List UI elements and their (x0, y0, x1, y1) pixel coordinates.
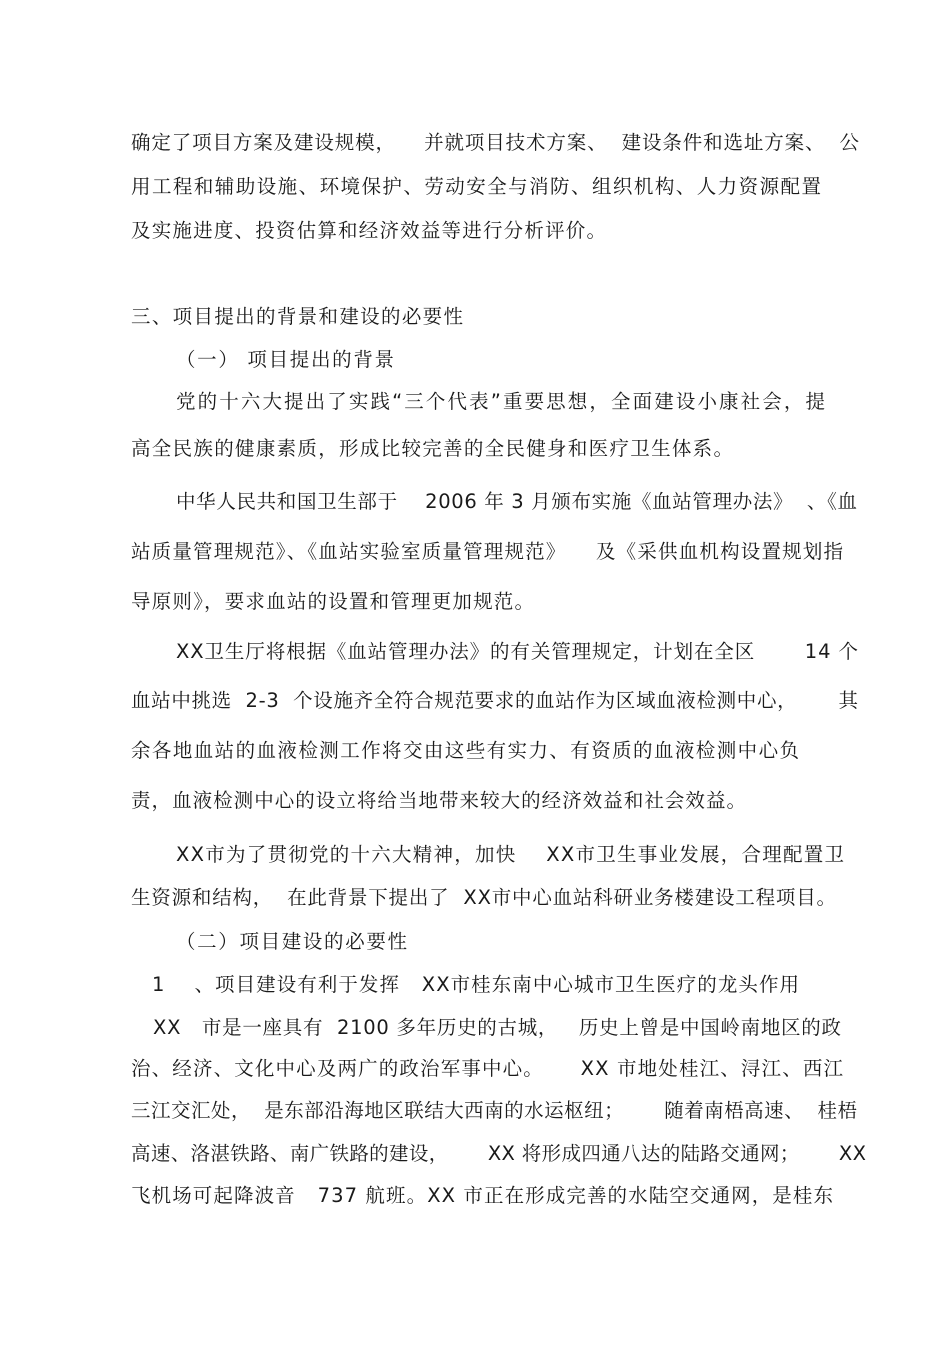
paragraph-line: 党的十六大提出了实践“三个代表”重要思想，全面建设小康社会，提 (176, 390, 828, 413)
paragraph-line: 飞机场可起降波音 737 航班。XX 市正在形成完善的水陆空交通网，是桂东 (131, 1184, 835, 1207)
numbered-heading: 1 、项目建设有利于发挥 XX市桂东南中心城市卫生医疗的龙头作用 (152, 973, 801, 996)
section-heading: 三、项目提出的背景和建设的必要性 (131, 305, 465, 328)
paragraph-line: 中华人民共和国卫生部于 2006 年 3 月颁布实施《血站管理办法》 、《血 (176, 490, 858, 513)
paragraph-line: XX卫生厅将根据《血站管理办法》的有关管理规定，计划在全区 14 个 (176, 640, 859, 663)
paragraph-line: 三江交汇处， 是东部沿海地区联结大西南的水运枢纽； 随着南梧高速、 桂梧 (131, 1099, 858, 1122)
paragraph-line: 责，血液检测中心的设立将给当地带来较大的经济效益和社会效益。 (131, 789, 748, 812)
paragraph-line: 治、经济、文化中心及两广的政治军事中心。 XX 市地处桂江、浔江、西江 (131, 1057, 845, 1080)
paragraph-line: 导原则》，要求血站的设置和管理更加规范。 (131, 590, 536, 613)
subsection-heading: （一） 项目提出的背景 (176, 348, 396, 371)
paragraph-line: 确定了项目方案及建设规模， 并就项目技术方案、 建设条件和选址方案、 公 (131, 131, 860, 154)
paragraph-line: 高速、洛湛铁路、南广铁路的建设， XX 将形成四通八达的陆路交通网； XX (131, 1142, 867, 1165)
paragraph-line: 生资源和结构， 在此背景下提出了 XX市中心血站科研业务楼建设工程项目。 (131, 886, 837, 909)
paragraph-line: 血站中挑选 2-3 个设施齐全符合规范要求的血站作为区域血液检测中心， 其 (131, 689, 859, 712)
paragraph-line: XX 市是一座具有 2100 多年历史的古城， 历史上曾是中国岭南地区的政 (153, 1016, 842, 1039)
paragraph-line: 站质量管理规范》、《血站实验室质量管理规范》 及《采供血机构设置规划指 (131, 540, 845, 563)
subsection-heading: （二）项目建设的必要性 (176, 930, 409, 953)
paragraph-line: 及实施进度、投资估算和经济效益等进行分析评价。 (131, 219, 608, 242)
paragraph-line: XX市为了贯彻党的十六大精神，加快 XX市卫生事业发展，合理配置卫 (176, 843, 846, 866)
paragraph-line: 余各地血站的血液检测工作将交由这些有实力、有资质的血液检测中心负 (131, 739, 801, 762)
paragraph-line: 高全民族的健康素质，形成比较完善的全民健身和医疗卫生体系。 (131, 437, 735, 460)
paragraph-line: 用工程和辅助设施、环境保护、劳动安全与消防、组织机构、人力资源配置 (131, 175, 823, 198)
